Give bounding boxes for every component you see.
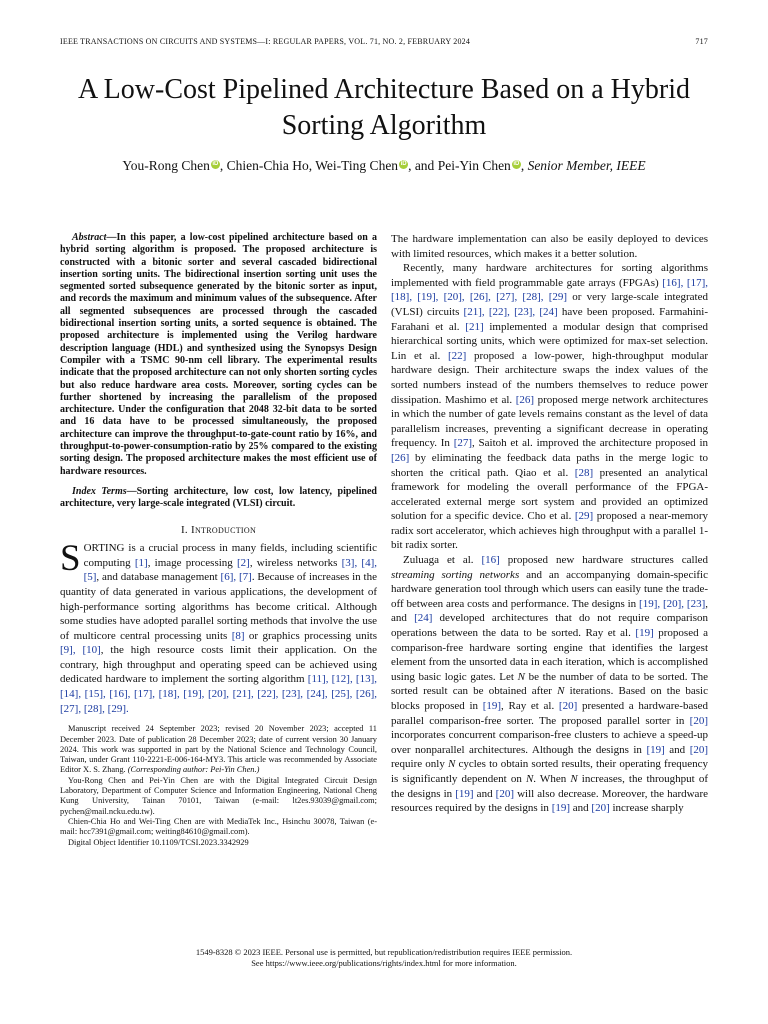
citation-link[interactable]: [1] <box>134 556 148 569</box>
citation-link[interactable]: [3], [4], [5] <box>83 556 377 584</box>
citation-link[interactable]: [20] <box>689 743 709 756</box>
citation-link[interactable]: [19] <box>635 627 654 640</box>
abstract-text: In this paper, a low-cost pipelined architecture based on a hybrid sorting algorithm is proposed. The proposed architecture is constructed with a bitonic sorter and several cascaded bidirectional insertion sorting units. The bidirectional insertion sorting unit uses the segmented sorted subsequence generated by the bitonic sorter as input, and records the maximum and minimum values of the subsequence. After all segmented subsequences are processed through the cascaded bidirectional insertion sorting units, a sorted sequence is obtained. The proposed architecture is implemented using the Verilog hardware description language (HDL) and synthesized using the Synopsys Design Compiler with a TSMC 90-nm cell library. The experimental results indicate that the proposed architecture can not only shorten sorting cycles but also reduce hardware area costs. Moreover, sorting cycles can be further shortened by increasing the parallelism of the proposed architecture. Under the configuration that 2048 32-bit data to be sorted and 16 data have to be processed simultaneously, the proposed architecture can improve the throughput-to-gate-count ratio by 16%, and throughput-to-power-consumption-ratio by 25% compared to the existing sorting design. The proposed architecture makes the most efficient use of hardware resources. <box>60 232 377 477</box>
citation-link[interactable]: [2] <box>237 556 250 569</box>
footnote-manuscript: Manuscript received 24 September 2023; revised 20 November 2023; accepted 11 December 2023. Date of publication 28 December 2023; date of current version 30 January 2024. This work was supported in part by the National Science and Technology Council, Taiwan, under Grant 110-2221-E-006-164-MY3. This article was recommended by Associate Editor X. S. Zhang. (Corresponding author: Pei-Yin Chen.) <box>60 724 377 775</box>
abstract: Abstract—In this paper, a low-cost pipelined architecture based on a hybrid sorting algorithm is proposed. The proposed architecture is constructed with a bitonic sorter and several cascaded bidirectional insertion sorting units. The bidirectional insertion sorting unit uses the segmented sorted subsequence generated by the bitonic sorter as input, and records the maximum and minimum values of the subsequence. After all segmented subsequences are processed through the cascaded bidirectional insertion sorting units, a sorted sequence is obtained. The proposed architecture is implemented using the Verilog hardware description language (HDL) and synthesized using the Synopsys Design Compiler with a TSMC 90-nm cell library. The experimental results indicate that the proposed architecture can not only shorten sorting cycles but also reduce hardware area costs. Moreover, sorting cycles can be further shortened by increasing the parallelism of the proposed architecture. Under the configuration that 2048 32-bit data to be sorted and 16 data have to be processed simultaneously, the proposed architecture can improve the throughput-to-gate-count ratio by 16%, and throughput-to-power-consumption-ratio by 25% compared to the existing sorting design. The proposed architecture makes the most efficient use of hardware resources. <box>60 232 377 477</box>
footnote-affiliation-1: You-Rong Chen and Pei-Yin Chen are with the Digital Integrated Circuit Design Laboratory, Department of Computer Science and Information Engineering, National Cheng Kung University, Tainan 70101, Taiwan (e-mail: lt2es.93039@gmail.com; pychen@mail.ncku.edu.tw). <box>60 775 377 816</box>
citation-link[interactable]: [26] <box>515 393 535 406</box>
paragraph: Recently, many hardware architectures for sorting algorithms implemented with field programmable gate arrays (FPGAs) [16], [17], [18], [19], [20], [26], [27], [28], [29] or very large-scale integrated (VLSI) circuits [21], [22], [23], [24] have been proposed. Farmahini-Farahani et al. [21] implemented a modular design that comprised hierarchical sorting units, which were optimized for max-set selection. Lin et al. [22] proposed a low-power, high-throughput modular hardware design. Their architecture swaps the index values of the sorted numbers instead of the numbers themselves to reduce power dissipation. Mashimo et al. [26] proposed merge network architectures in which the number of gate levels remains constant as the level of data parallelism increases, preventing a significant decrease in operating frequency. In [27], Saitoh et al. improved the architecture proposed in [26] by eliminating the feedback data paths in the merge logic to shorten the critical path. Qiao et al. [28] presented an analytical framework for modeling the overall performance of the FPGA-accelerated external merge sort system and provided an optimized solution for a specific device. Cho et al. [29] proposed a near-memory radix sort accelerator, which achieves high throughput with a parallel 1-bit radix sorter. <box>391 262 709 552</box>
citation-link[interactable]: [8] <box>231 629 245 642</box>
citation-link[interactable]: [28] <box>574 466 594 479</box>
journal-name: IEEE TRANSACTIONS ON CIRCUITS AND SYSTEMS—I: REGULAR PAPERS, VOL. 71, NO. 2, FEBRUARY 2024 <box>60 37 471 46</box>
citation-link[interactable]: [20] <box>591 802 610 815</box>
page-number: 717 <box>695 37 708 46</box>
citation-link[interactable]: [20] <box>495 787 514 800</box>
intro-paragraph: SORTING is a crucial process in many fields, including scientific computing [1], image processing [2], wireless networks [3], [4], [5], and database management [6], [7]. Because of increases in the quantity of data generated in various applications, the development of high-performance sorting algorithms has become critical. Although some studies have adopted parallel sorting methods that involve the use of multicore central processing units [8] or graphics processing units [9], [10], the high resource costs limit their application. On the contrary, high throughput and operating speed can be achieved using dedicated hardware to implement the sorting algorithm [11], [12], [13], [14], [15], [16], [17], [18], [19], [20], [21], [22], [23], [24], [25], [26], [27], [28], [29]. <box>60 538 377 715</box>
index-terms-label: Index Terms <box>72 485 127 497</box>
citation-link[interactable]: [21] <box>465 320 484 333</box>
citation-link[interactable]: [19] <box>482 700 502 712</box>
footnote <box>60 724 377 848</box>
author-name: Pei-Yin Chen <box>437 158 511 173</box>
citation-link[interactable]: [16], [17], [18], [19], [20], [26], [27], [28], [29] <box>391 276 708 304</box>
abstract-label: Abstract <box>72 232 107 243</box>
citation-link[interactable]: [20] <box>558 700 578 712</box>
author-line: You-Rong Chen iD , Chien-Chia Ho, Wei-Ting Chen iD , and Pei-Yin Chen iD , Senior Member, IEEE <box>122 158 646 173</box>
citation-link[interactable]: [27] <box>453 437 473 450</box>
index-terms-text: Sorting architecture, low cost, low latency, pipelined architecture, very large-scale integrated (VLSI) circuit. <box>60 485 377 510</box>
citation-link[interactable]: [11], [12], [13], [14], [15], [16], [17], [18], [19], [20], [21], [22], [23], [24], [25], [26], [27], [28], [29]. <box>60 673 377 715</box>
paragraph: Zuluaga et al. [16] proposed new hardware structures called streaming sorting networks and an accompanying domain-specific hardware generation tool through which users can easily tune the trade-off between area costs and performance. The designs in [19], [20], [23], and [24] developed architectures that do not require comparison operations between the data to be sorted. Ray et al. [19] proposed a comparison-free hardware sorting engine that identifies the largest element from the unsorted data in each iteration, which is accomplished using basic logic gates. Let N be the number of data to be sorted. The sorted result can be obtained after N iterations. Based on the basic blocks proposed in [19], Ray et al. [20] presented a hardware-based parallel comparison-free sorter. The proposed parallel sorter in [20] incorporates concurrent comparison-free clusters to achieve a speed-up over nonparallel architectures. Although the designs in [19] and [20] require only N cycles to obtain sorted results, their operating frequency is significantly dependent on N. When N increases, the throughput of the designs in [19] and [20] will also decrease. Moreover, the hardware resources required by the designs in [19] and [20] increase sharply <box>391 554 709 815</box>
copyright-line: 1549-8328 © 2023 IEEE. Personal use is permitted, but republication/redistribution requires IEEE permission. <box>195 947 573 957</box>
citation-link[interactable]: [21], [22], [23], [24] <box>463 305 558 318</box>
citation-link[interactable]: [19] <box>455 787 474 800</box>
drop-cap: S <box>60 538 81 580</box>
rights-link[interactable]: See https://www.ieee.org/publications/rights/index.html for more information. <box>251 958 517 968</box>
footnote-affiliation-2: Chien-Chia Ho and Wei-Ting Chen are with MediaTek Inc., Hsinchu 30078, Taiwan (e-mail: hcc7391@gmail.com; weiting84610@gmail.com). <box>60 816 377 837</box>
citation-link[interactable]: [19] <box>646 743 665 756</box>
orcid-icon[interactable]: iD <box>513 160 520 167</box>
citation-link[interactable]: [16] <box>481 554 500 567</box>
citation-link[interactable]: [22] <box>447 349 467 362</box>
citation-link[interactable]: [29] <box>574 510 594 523</box>
left-column <box>60 232 377 848</box>
citation-link[interactable]: [24] <box>414 612 433 625</box>
author-name: Wei-Ting Chen <box>315 158 399 173</box>
running-header <box>60 37 708 46</box>
citation-link[interactable]: [19] <box>551 802 571 815</box>
paragraph: The hardware implementation can also be easily deployed to devices with limited resources, which makes it a better solution. <box>391 233 708 260</box>
citation-link[interactable]: [6], [7] <box>220 571 252 584</box>
author-name: Chien-Chia Ho <box>226 158 309 173</box>
right-column <box>391 232 708 816</box>
citation-link[interactable]: [20] <box>689 714 708 727</box>
section-heading: I. Introduction <box>180 523 257 536</box>
author-name: You-Rong Chen <box>122 158 210 173</box>
orcid-icon[interactable]: iD <box>212 160 219 167</box>
orcid-icon[interactable]: iD <box>400 160 407 167</box>
citation-link[interactable]: [19], [20], [23] <box>639 597 706 610</box>
author-membership: Senior Member, IEEE <box>527 158 646 173</box>
index-terms: Index Terms—Sorting architecture, low cost, low latency, pipelined architecture, very large-scale integrated (VLSI) circuit. <box>60 485 377 510</box>
citation-link[interactable]: [26] <box>391 451 410 464</box>
paper-title: A Low-Cost Pipelined Architecture Based on a Hybrid Sorting Algorithm <box>78 74 690 141</box>
citation-link[interactable]: [9], [10] <box>60 644 101 657</box>
footnote-doi: Digital Object Identifier 10.1109/TCSI.2023.3342929 <box>68 837 249 847</box>
copyright-footer <box>40 947 728 969</box>
